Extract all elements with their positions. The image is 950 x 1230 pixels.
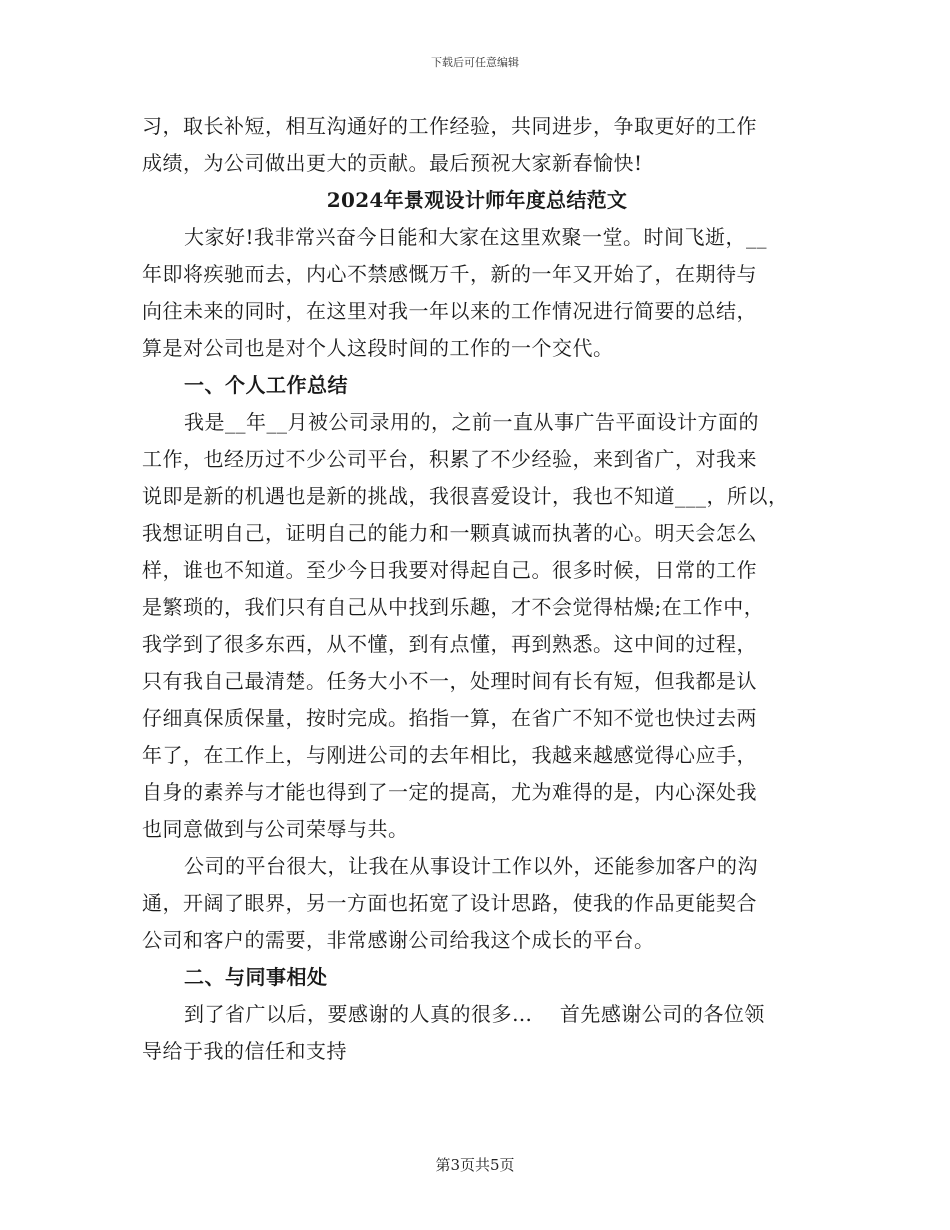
text-line: 公司的平台很大，让我在从事设计工作以外，还能参加客户的沟	[184, 854, 758, 878]
text-line: 大家好!我非常兴奋今日能和大家在这里欢聚一堂。时间飞逝，__	[184, 225, 768, 249]
page-number: 第3页共5页	[435, 1156, 515, 1174]
header-note: 下载后可任意编辑	[431, 56, 519, 69]
text-line: 向往未来的同时，在这里对我一年以来的工作情况进行简要的总结，	[142, 299, 757, 323]
text-line: 我学到了很多东西，从不懂，到有点懂，再到熟悉。这中间的过程，	[142, 632, 757, 656]
text-line: 只有我自己最清楚。任务大小不一，处理时间有长有短，但我都是认	[142, 669, 757, 693]
text-line: 仔细真保质保量，按时完成。掐指一算，在省广不知不觉也快过去两	[142, 706, 757, 730]
text-line: 公司和客户的需要，非常感谢公司给我这个成长的平台。	[142, 928, 655, 952]
document-title: 2024年景观设计师年度总结范文	[326, 188, 628, 212]
text-line: 说即是新的机遇也是新的挑战，我很喜爱设计，我也不知道___，所以，	[142, 484, 789, 508]
document-body	[142, 108, 812, 1070]
text-line: 年了，在工作上，与刚进公司的去年相比，我越来越感觉得心应手，	[142, 743, 757, 767]
text-line: 成绩，为公司做出更大的贡献。最后预祝大家新春愉快!	[142, 151, 643, 175]
text-line: 到了省广以后，要感谢的人真的很多… 首先感谢公司的各位领	[184, 1002, 765, 1026]
text-line: 习，取长补短，相互沟通好的工作经验，共同进步，争取更好的工作	[142, 114, 757, 138]
text-line: 年即将疾驰而去，内心不禁感慨万千，新的一年又开始了，在期待与	[142, 262, 757, 286]
text-line: 导给于我的信任和支持	[142, 1039, 347, 1063]
text-line: 自身的素养与才能也得到了一定的提高，尤为难得的是，内心深处我	[142, 780, 757, 804]
text-line: 算是对公司也是对个人这段时间的工作的一个交代。	[142, 336, 614, 360]
text-line: 我想证明自己，证明自己的能力和一颗真诚而执著的心。明天会怎么	[142, 521, 757, 545]
text-line: 是繁琐的，我们只有自己从中找到乐趣，才不会觉得枯燥;在工作中，	[142, 595, 765, 619]
text-line: 工作，也经历过不少公司平台，积累了不少经验，来到省广，对我来	[142, 447, 757, 471]
intro-paragraph	[142, 219, 812, 367]
section-heading: 一、个人工作总结	[184, 373, 348, 397]
previous-paragraph	[142, 108, 812, 182]
text-line: 也同意做到与公司荣辱与共。	[142, 817, 409, 841]
text-line: 样，谁也不知道。至少今日我要对得起自己。很多时候，日常的工作	[142, 558, 757, 582]
section1-paragraph-2	[142, 848, 812, 959]
section2-paragraph-1	[142, 996, 812, 1070]
text-line: 通，开阔了眼界，另一方面也拓宽了设计思路，使我的作品更能契合	[142, 891, 757, 915]
section-heading: 二、与同事相处	[184, 965, 328, 989]
text-line: 我是__年__月被公司录用的，之前一直从事广告平面设计方面的	[184, 410, 759, 434]
section1-paragraph-1	[142, 404, 812, 848]
